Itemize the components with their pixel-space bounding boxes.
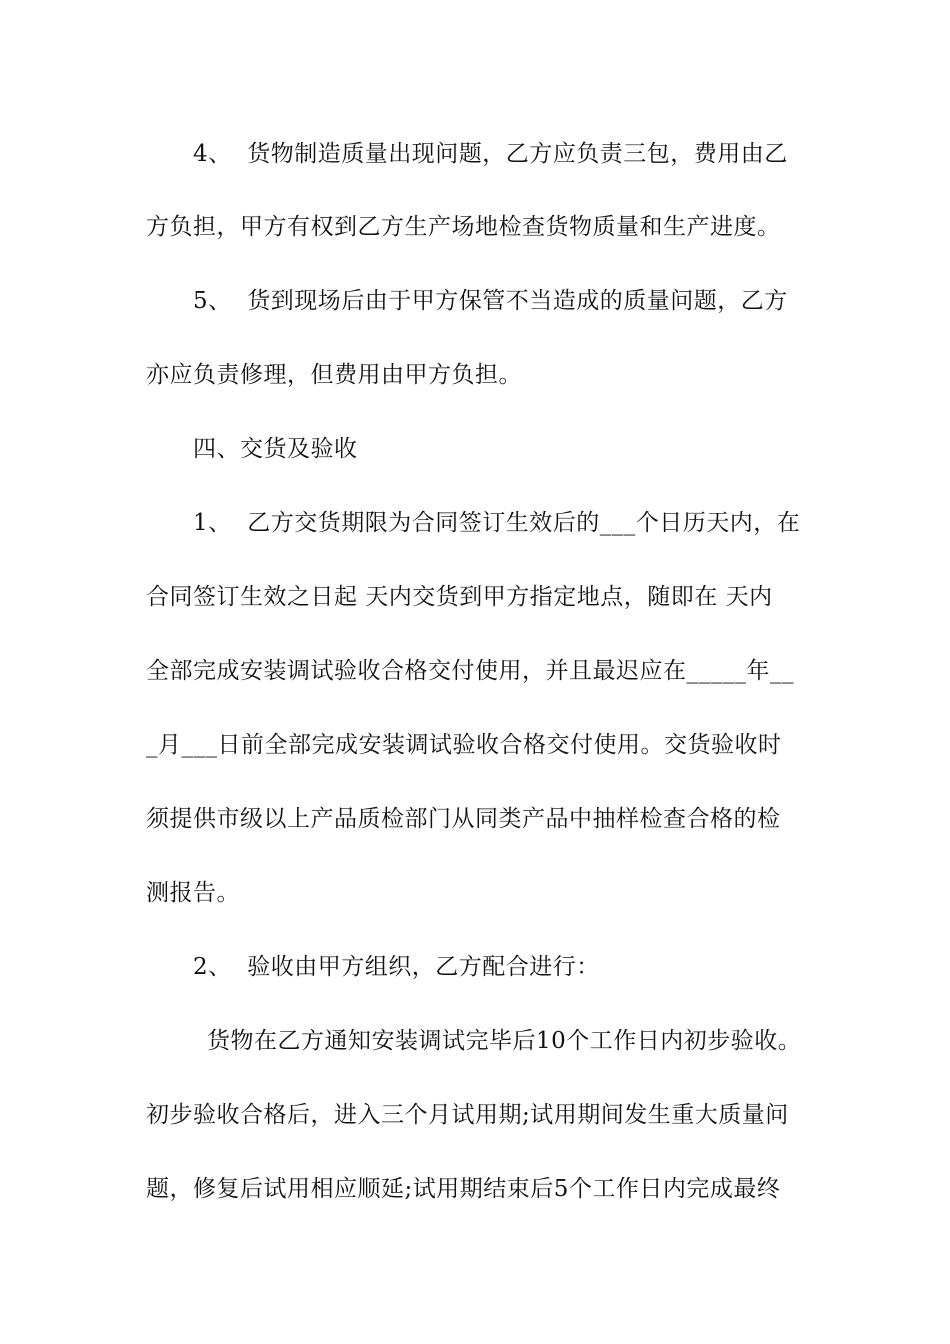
paragraph-line: 测报告。 (146, 880, 240, 906)
paragraph-line: 货物在乙方通知安装调试完毕后10个工作日内初步验收。 (207, 1028, 802, 1054)
paragraph-line: 5、 货到现场后由于甲方保管不当造成的质量问题，乙方 (193, 288, 788, 314)
paragraph-line: 4、 货物制造质量出现问题，乙方应负责三包，费用由乙 (193, 141, 788, 167)
paragraph-line: 1、 乙方交货期限为合同签订生效后的___个日历天内，在 (193, 510, 801, 536)
paragraph-line: 题，修复后试用相应顺延;试用期结束后5个工作日内完成最终 (146, 1176, 781, 1202)
paragraph-line: 方负担，甲方有权到乙方生产场地检查货物质量和生产进度。 (146, 214, 781, 240)
paragraph-line: 初步验收合格后，进入三个月试用期;试用期间发生重大质量问 (146, 1102, 789, 1128)
paragraph-line: _月___日前全部完成安装调试验收合格交付使用。交货验收时 (146, 732, 782, 758)
paragraph-line: 全部完成安装调试验收合格交付使用，并且最迟应在_____年__ (146, 658, 794, 684)
paragraph-line: 亦应负责修理，但费用由甲方负担。 (146, 362, 522, 388)
paragraph-line: 须提供市级以上产品质检部门从同类产品中抽样检查合格的检 (146, 806, 781, 832)
paragraph-line: 2、 验收由甲方组织，乙方配合进行： (193, 954, 600, 980)
section-heading: 四、交货及验收 (193, 436, 358, 462)
paragraph-line: 合同签订生效之日起 天内交货到甲方指定地点，随即在 天内 (146, 584, 773, 610)
